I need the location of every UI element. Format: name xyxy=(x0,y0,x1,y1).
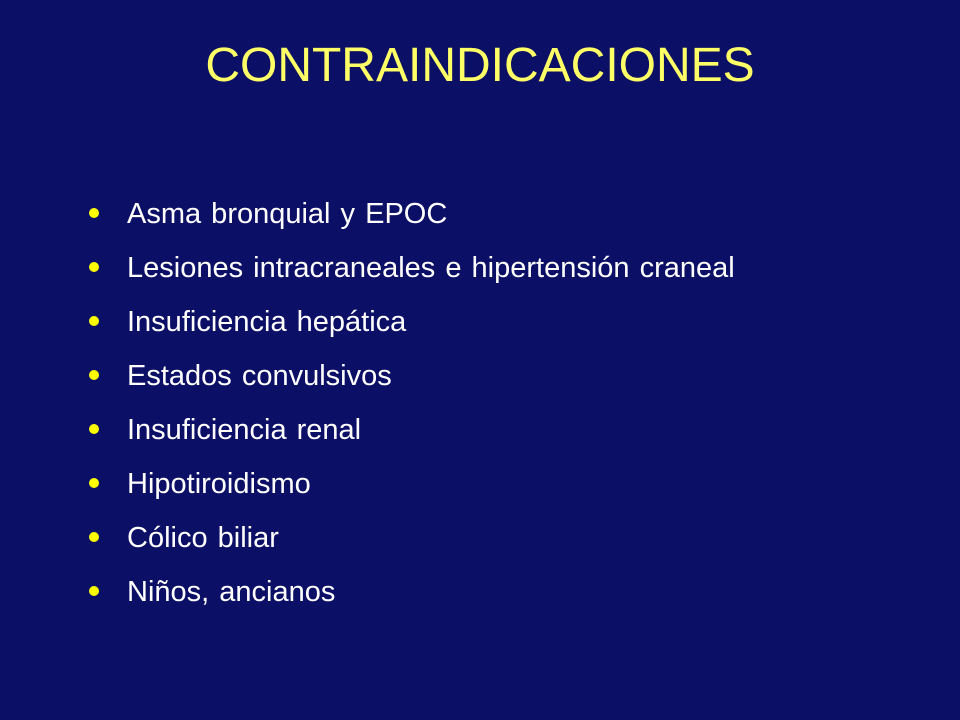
bullet-item xyxy=(89,187,929,241)
bullet-text: Niños, ancianos xyxy=(127,576,336,608)
bullet-text: Insuficiencia hepática xyxy=(127,306,407,338)
bullet-item xyxy=(89,511,929,565)
bullet-text: Estados convulsivos xyxy=(127,360,392,392)
bullet-marker-icon xyxy=(89,262,99,272)
bullet-item xyxy=(89,403,929,457)
bullet-text: Hipotiroidismo xyxy=(127,468,311,500)
bullet-marker-icon xyxy=(89,208,99,218)
bullet-marker-icon xyxy=(89,586,99,596)
bullet-item xyxy=(89,241,929,295)
bullet-marker-icon xyxy=(89,424,99,434)
slide-title: CONTRAINDICACIONES xyxy=(205,39,755,92)
bullet-item xyxy=(89,349,929,403)
bullet-marker-icon xyxy=(89,478,99,488)
bullet-text: Asma bronquial y EPOC xyxy=(127,198,448,230)
bullet-item xyxy=(89,295,929,349)
bullet-item xyxy=(89,457,929,511)
bullet-text: Cólico biliar xyxy=(127,522,279,554)
bullet-marker-icon xyxy=(89,316,99,326)
bullet-marker-icon xyxy=(89,532,99,542)
bullet-list xyxy=(89,187,929,619)
bullet-item xyxy=(89,565,929,619)
bullet-text: Lesiones intracraneales e hipertensión craneal xyxy=(127,252,735,284)
bullet-marker-icon xyxy=(89,370,99,380)
bullet-text: Insuficiencia renal xyxy=(127,414,362,446)
